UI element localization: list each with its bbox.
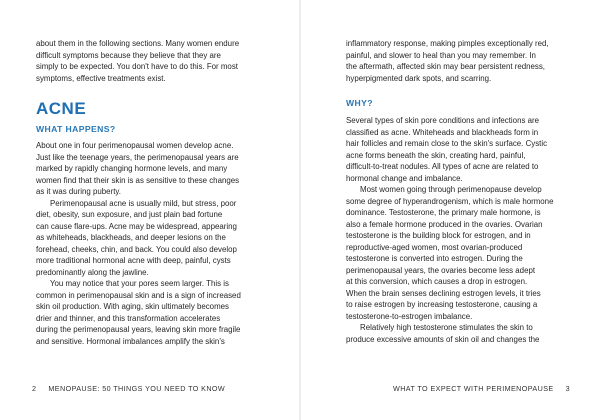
section-title: ACNE: [36, 99, 87, 118]
text-line: also a female hormone produced in the ovaries. Ovarian: [346, 219, 543, 229]
book-title-running-head: MENOPAUSE: 50 THINGS YOU NEED TO KNOW: [48, 384, 226, 393]
text-line: predominantly along the jawline.: [36, 267, 149, 277]
right-paragraph-2: [346, 184, 578, 322]
text-line: during the perimenopausal years, leaving skin more fragile: [36, 325, 241, 334]
text-line: drier and thinner, and this transformation accelerates: [36, 313, 221, 323]
text-line: inflammatory response, making pimples exceptionally red,: [346, 39, 549, 48]
text-line: simply to be expected. You don't have to do this. For most: [36, 62, 238, 71]
subheading-what-happens: WHAT HAPPENS?: [36, 124, 116, 134]
text-line: acne forms beneath the skin, creating hard, painful,: [346, 150, 526, 160]
left-footer: [32, 384, 225, 393]
text-line: painful, and slower to heal than you may remember. In: [346, 50, 536, 60]
text-line: the aftermath, affected skin may bear persistent redness,: [346, 62, 545, 71]
left-paragraph-2: [36, 198, 270, 279]
text-line: forehead, cheeks, chin, and back. You could also develop: [36, 244, 237, 254]
text-line: more traditional hormonal acne with deep, painful, cysts: [36, 256, 231, 265]
text-line: marked by rapidly changing hormone levels, and many: [36, 164, 228, 173]
text-line: testosterone-to-estrogen imbalance.: [346, 311, 473, 321]
text-line: testosterone is the building block for estrogen, and in: [346, 231, 531, 240]
text-line: Just like the teenage years, the perimenopausal years are: [36, 152, 239, 162]
text-line: to raise estrogen by increasing testosterone, causing a: [346, 300, 538, 309]
text-line: produce excessive amounts of skin oil and changes the: [346, 334, 540, 344]
right-paragraph-3: [346, 322, 578, 345]
page-number-right: 3: [565, 384, 570, 393]
chapter-running-head: WHAT TO EXPECT WITH PERIMENOPAUSE: [393, 384, 554, 393]
text-line: and sensitive. Hormonal imbalances amplify the skin's: [36, 336, 225, 346]
text-line: skin oil production. With aging, skin ultimately becomes: [36, 302, 229, 311]
text-line: difficult-to-treat nodules. All types of acne are related to: [346, 162, 539, 171]
right-column: [346, 38, 578, 345]
right-footer: [393, 384, 570, 393]
text-line: some degree of hyperandrogenism, which is male hormone: [346, 196, 554, 206]
left-intro-paragraph: [36, 38, 270, 84]
right-intro-paragraph: [346, 38, 578, 84]
text-line: symptoms, effective treatments exist.: [36, 73, 166, 83]
text-line: can cause flare-ups. Acne may be widespread, appearing: [36, 221, 237, 231]
text-line: hyperpigmented dark spots, and scarring.: [346, 73, 492, 83]
text-line: about them in the following sections. Many women endure: [36, 39, 240, 48]
text-line: diet, obesity, sun exposure, and just plain bad fortune: [36, 210, 223, 219]
text-line: About one in four perimenopausal women develop acne.: [36, 141, 234, 150]
text-line: Relatively high testosterone stimulates the skin to: [360, 323, 533, 332]
text-line: classified as acne. Whiteheads and blackheads form in: [346, 127, 539, 137]
text-line: Most women going through perimenopause develop: [360, 185, 542, 194]
text-line: as it was during puberty.: [36, 187, 121, 196]
left-paragraph-3: [36, 278, 270, 347]
page-number-left: 2: [32, 384, 37, 393]
left-column: [36, 38, 270, 347]
text-line: reproductive-aged women, most ovarian-produced: [346, 242, 523, 252]
subheading-why: WHY?: [346, 98, 373, 108]
text-line: women find that their skin is as sensitive to these changes: [36, 175, 240, 185]
text-line: at this conversion, which causes a drop in estrogen.: [346, 277, 528, 286]
text-line: Several types of skin pore conditions and infections are: [346, 116, 539, 125]
text-line: perimenopausal years, the ovaries become less adept: [346, 265, 536, 275]
text-line: You may notice that your pores seem larger. This is: [50, 279, 229, 288]
right-paragraph-1: [346, 115, 578, 184]
right-page: [300, 0, 600, 420]
text-line: as whiteheads, blackheads, and deeper lesions on the: [36, 233, 226, 242]
text-line: When the brain senses declining estrogen levels, it tries: [346, 288, 541, 298]
text-line: Perimenopausal acne is usually mild, but stress, poor: [50, 198, 237, 208]
text-line: difficult symptoms because they believe that they are: [36, 50, 221, 60]
left-paragraph-1: [36, 140, 270, 198]
text-line: common in perimenopausal skin and is a sign of increased: [36, 290, 241, 300]
text-line: hair follicles and remain close to the skin's surface. Cystic: [346, 139, 548, 148]
text-line: testosterone is converted into estrogen. During the: [346, 254, 523, 263]
text-line: dominance. Testosterone, the primary male hormone, is: [346, 208, 541, 217]
text-line: hormonal change and imbalance.: [346, 173, 463, 183]
